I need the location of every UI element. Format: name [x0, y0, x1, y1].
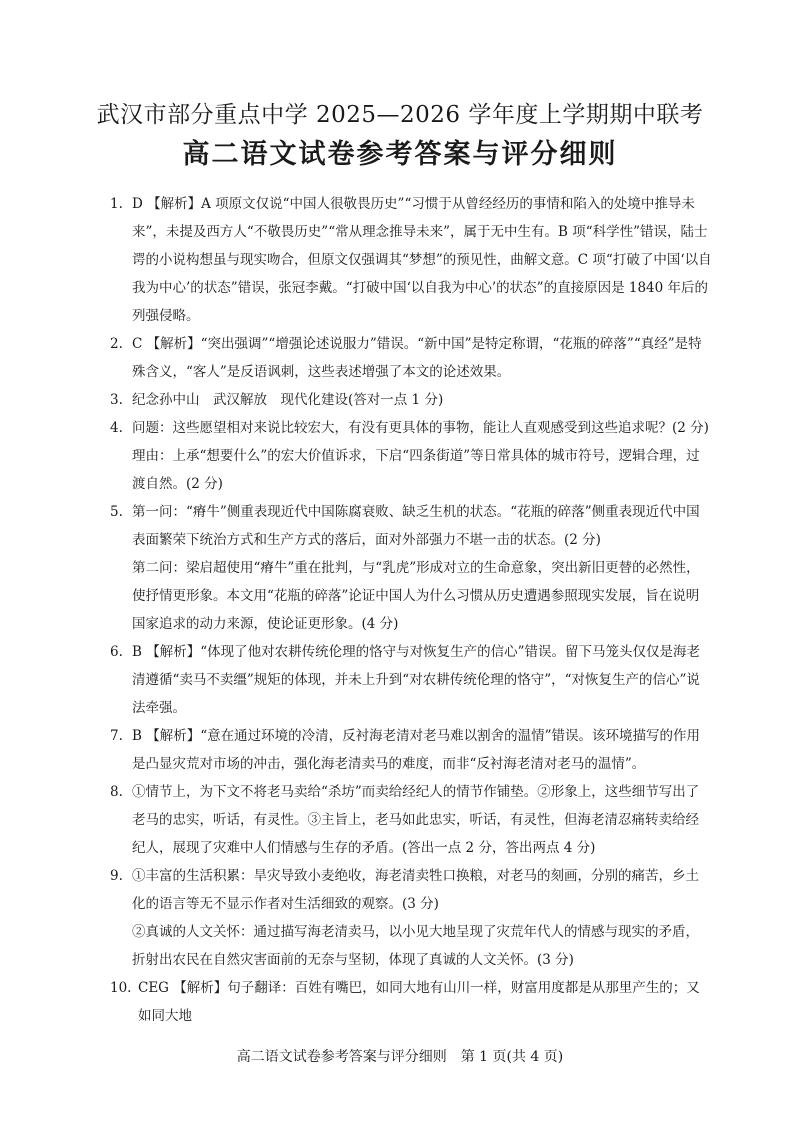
answer-text: CEG 【解析】句子翻译：百姓有嘴巴，如同大地有山川一样，财富用度都是从那里产生的；又如同大地 — [138, 980, 700, 1024]
answer-text: 第二问：梁启超使用“瘠牛”重在批判，与“乳虎”形成对立的生命意象，突出新旧更替的必然性，使抒情更形象。本文用“花瓶的碎落”论证中国人为什么习惯从历史遭遇参照现实发展，旨在说明国家追求的动力来源，使论证更形象。(4 分) — [132, 560, 700, 632]
answer-item-6 — [110, 638, 712, 722]
answer-item-8 — [110, 778, 712, 862]
answer-text: D 【解析】A 项原文仅说“中国人很敬畏历史”“习惯于从曾经经历的事情和陷入的处境中推导未来”，未提及西方人“不敬畏历史”“常从理念推导未来”，属于无中生有。B 项“科学性”错误，陆士谔的小说构想虽与现实吻合，但原文仅强调其“梦想”的预见性，曲解文意。C 项“打破了中国‘以自我为中心’的状态”错误，张冠李戴。“打破中国‘以自我为中心’的状态”的直接原因是 1840 年后的列强侵略。 — [132, 196, 712, 324]
answer-text: 纪念孙中山 武汉解放 现代化建设(答对一点 1 分) — [132, 392, 444, 408]
answer-text: 理由：上承“想要什么”的宏大价值诉求，下启“四条街道”等日常具体的城市符号，逻辑合理，过渡自然。(2 分) — [132, 448, 700, 492]
answer-text: C 【解析】“突出强调”“增强论述说服力”错误。“新中国”是特定称谓，“花瓶的碎落”“真经”是特殊含义，“客人”是反语讽刺，这些表述增强了本文的论述效果。 — [132, 336, 702, 380]
answer-list — [110, 190, 712, 1030]
answer-item-3 — [110, 386, 712, 414]
answer-number: 6. — [110, 644, 123, 660]
answer-item-5 — [110, 498, 712, 638]
answer-text: B 【解析】“体现了他对农耕传统伦理的恪守与对恢复生产的信心”错误。留下马笼头仅仅是海老清遵循“卖马不卖缰”规矩的体现，并未上升到“对农耕传统伦理的恪守”，“对恢复生产的信心”说法牵强。 — [132, 644, 701, 716]
answer-item-10 — [110, 974, 712, 1030]
answer-item-4 — [110, 414, 712, 498]
answer-text: ①情节上，为下文不将老马卖给“杀坊”而卖给经纪人的情节作铺垫。②形象上，这些细节写出了老马的忠实，听话，有灵性。③主旨上，老马如此忠实，听话，有灵性，但海老清忍痛转卖给经纪人，展现了灾难中人们情感与生存的矛盾。(答出一点 2 分，答出两点 4 分) — [132, 784, 700, 856]
answer-text: 问题：这些愿望相对来说比较宏大，有没有更具体的事物，能让人直观感受到这些追求呢？(2 分) — [132, 420, 709, 436]
answer-number: 10. — [110, 980, 132, 996]
exam-title: 武汉市部分重点中学 2025—2026 学年度上学期期中联考 — [96, 102, 704, 128]
answer-number: 2. — [110, 336, 123, 352]
document-subtitle: 高二语文试卷参考答案与评分细则 — [182, 139, 618, 170]
answer-item-1 — [110, 190, 712, 330]
answer-number: 9. — [110, 868, 123, 884]
answer-item-9 — [110, 862, 712, 974]
answer-text: ②真诚的人文关怀：通过描写海老清卖马，以小见大地呈现了灾荒年代人的情感与现实的矛盾，折射出农民在自然灾害面前的无奈与坚韧，体现了真诚的人文关怀。(3 分) — [132, 924, 699, 968]
answer-number: 1. — [110, 196, 123, 212]
answer-number: 7. — [110, 728, 123, 744]
answer-text: B 【解析】“意在通过环境的冷清，反衬海老清对老马难以割舍的温情”错误。该环境描写的作用是凸显灾荒对市场的冲击，强化海老清卖马的难度，而非“反衬海老清对老马的温情”。 — [132, 728, 701, 772]
answer-number: 3. — [110, 392, 123, 408]
answer-text: 第一问：“瘠牛”侧重表现近代中国陈腐衰败、缺乏生机的状态。“花瓶的碎落”侧重表现近代中国表面繁荣下统治方式和生产方式的落后，面对外部强力不堪一击的状态。(2 分) — [132, 504, 700, 548]
answer-number: 8. — [110, 784, 123, 800]
answer-item-7 — [110, 722, 712, 778]
answer-number: 5. — [110, 504, 123, 520]
page-footer: 高二语文试卷参考答案与评分细则 第 1 页(共 4 页) — [236, 1049, 564, 1065]
answer-item-2 — [110, 330, 712, 386]
answer-number: 4. — [110, 420, 123, 436]
answer-text: ①丰富的生活积累：旱灾导致小麦绝收，海老清卖牲口换粮，对老马的刻画，分别的痛苦，乡土化的语言等无不显示作者对生活细致的观察。(3 分) — [132, 868, 699, 912]
